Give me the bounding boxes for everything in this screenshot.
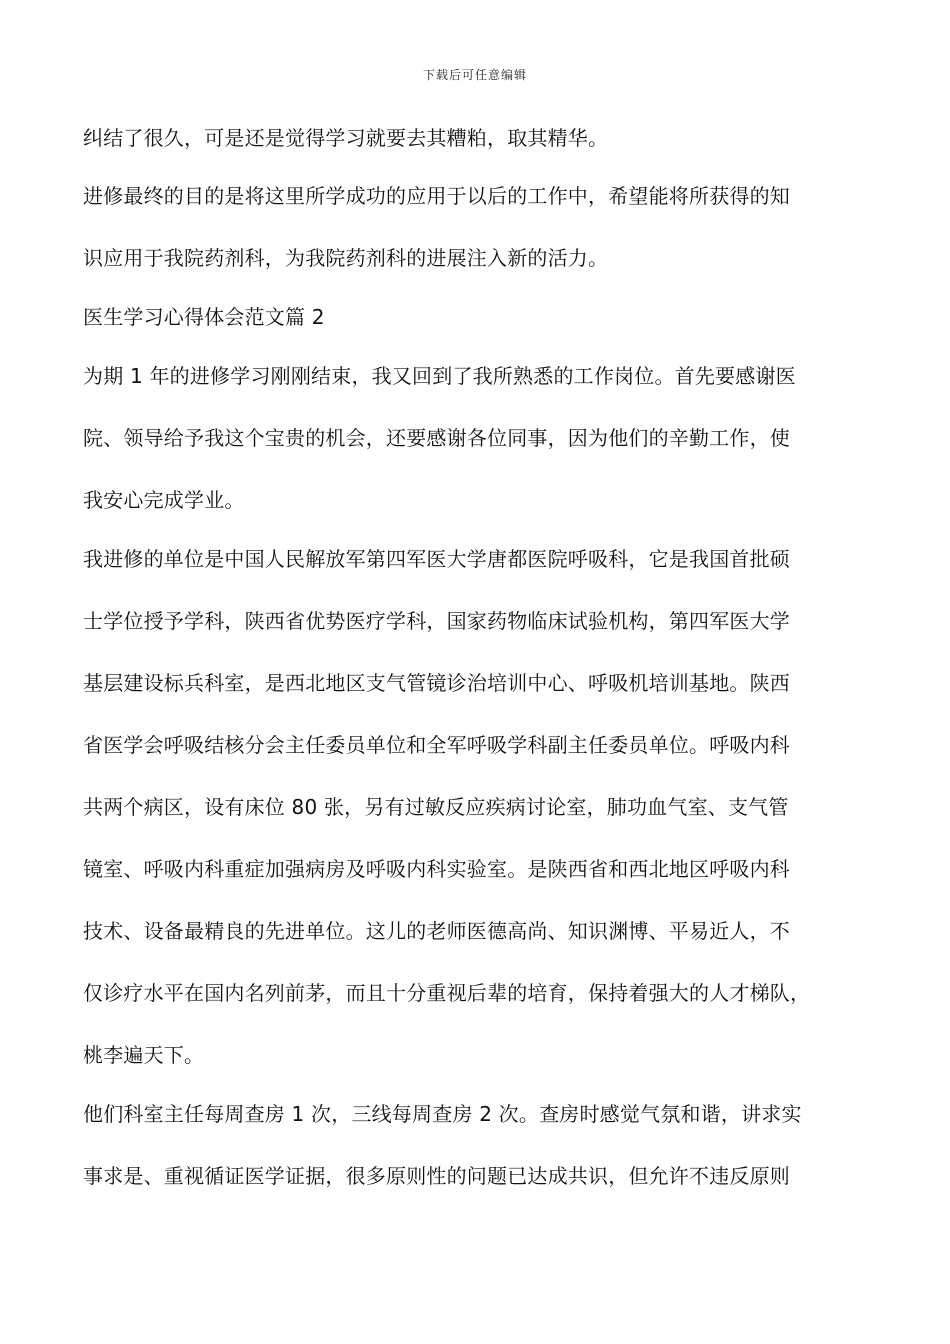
header-note: 下载后可任意编辑 [422,68,527,82]
body-line: 士学位授予学科，陕西省优势医疗学科，国家药物临床试验机构，第四军医大学 [83,609,790,633]
section-heading: 医生学习心得体会范文篇 2 [83,305,325,329]
body-line: 进修最终的目的是将这里所学成功的应用于以后的工作中，希望能将所获得的知 [83,184,790,208]
body-line: 我进修的单位是中国人民解放军第四军医大学唐都医院呼吸科，它是我国首批硕 [83,547,790,571]
body-line: 镜室、呼吸内科重症加强病房及呼吸内科实验室。是陕西省和西北地区呼吸内科 [83,857,790,881]
body-line: 仅诊疗水平在国内名列前茅，而且十分重视后辈的培育，保持着强大的人才梯队， [83,981,811,1005]
body-line: 基层建设标兵科室，是西北地区支气管镜诊治培训中心、呼吸机培训基地。陕西 [83,671,790,695]
body-line: 桃李遍天下。 [83,1043,205,1067]
body-line: 事求是、重视循证医学证据，很多原则性的问题已达成共识，但允许不违反原则 [83,1164,790,1188]
body-line: 为期 1 年的进修学习刚刚结束，我又回到了我所熟悉的工作岗位。首先要感谢医 [83,364,796,388]
body-line: 他们科室主任每周查房 1 次，三线每周查房 2 次。查房时感觉气氛和谐，讲求实 [83,1102,802,1126]
body-line: 识应用于我院药剂科，为我院药剂科的进展注入新的活力。 [83,246,609,270]
body-line: 我安心完成学业。 [83,488,245,512]
body-line: 院、领导给予我这个宝贵的机会，还要感谢各位同事，因为他们的辛勤工作，使 [83,426,790,450]
body-line: 纠结了很久，可是还是觉得学习就要去其糟粕，取其精华。 [83,126,609,150]
body-line: 技术、设备最精良的先进单位。这儿的老师医德高尚、知识渊博、平易近人，不 [83,919,790,943]
body-line: 共两个病区，设有床位 80 张，另有过敏反应疾病讨论室，肺功血气室、支气管 [83,795,789,819]
body-line: 省医学会呼吸结核分会主任委员单位和全军呼吸学科副主任委员单位。呼吸内科 [83,733,790,757]
